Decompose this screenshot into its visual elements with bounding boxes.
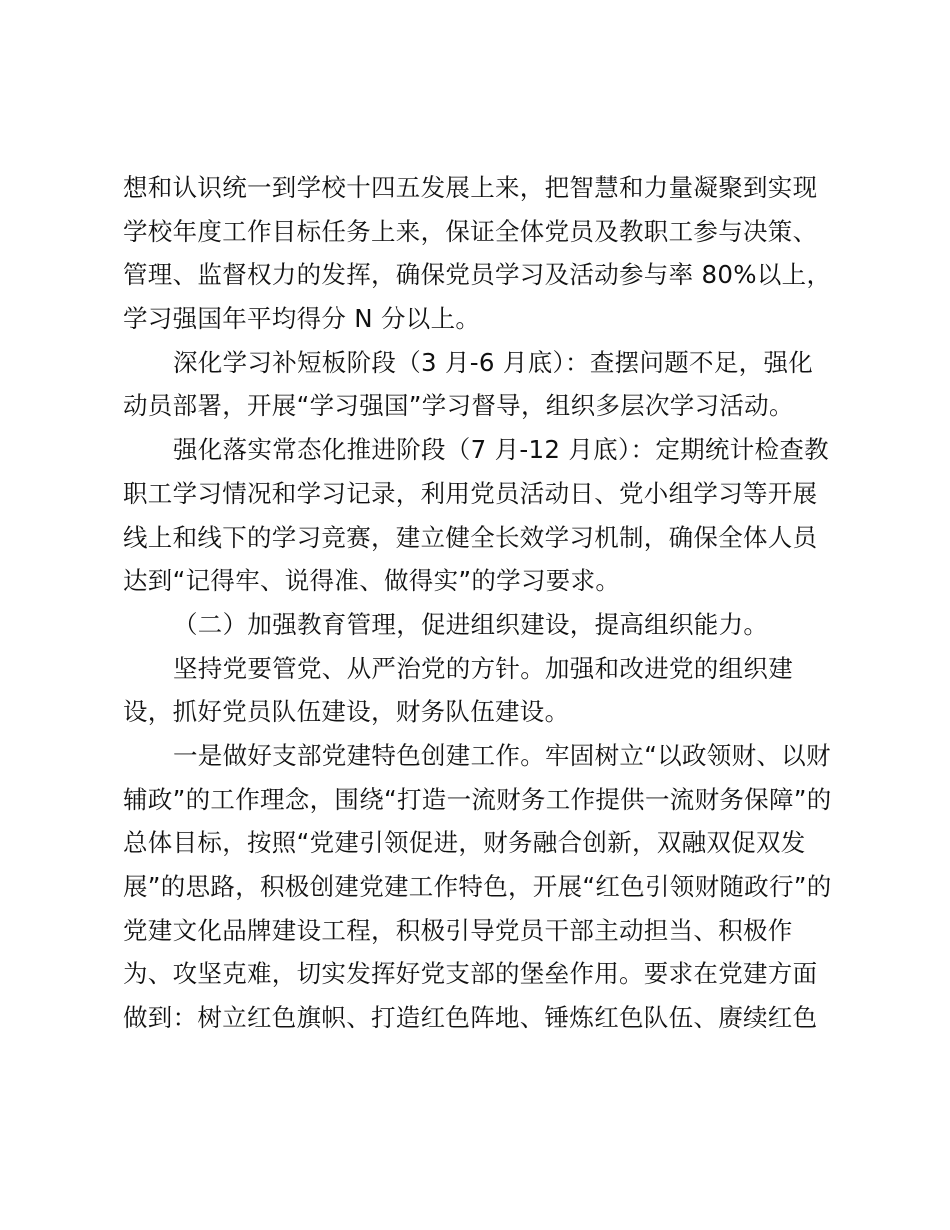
paragraph-first-line: 坚持党要管党、从严治党的方针。加强和改进党的组织建 [173,653,793,683]
text-line: 动员部署，开展“学习强国”学习督导，组织多层次学习活动。 [123,391,794,421]
text-line: 做到：树立红色旗帜、打造红色阵地、锤炼红色队伍、赓续红色 [123,1003,818,1033]
paragraph-first-line: 深化学习补短板阶段（3 月-6 月底）：查摆问题不足，强化 [173,347,814,377]
text-line: 为、攻坚克难，切实发挥好党支部的堡垒作用。要求在党建方面 [123,959,818,989]
text-line: 学校年度工作目标任务上来，保证全体党员及教职工参与决策、 [123,216,818,246]
document-body [123,166,843,1040]
text-line: 展”的思路，积极创建党建工作特色，开展“红色引领财随政行”的 [123,872,832,901]
text-line: 职工学习情况和学习记录，利用党员活动日、党小组学习等开展 [123,478,818,508]
text-line: 学习强国年平均得分 N 分以上。 [123,304,481,334]
text-line: 党建文化品牌建设工程，积极引导党员干部主动担当、积极作 [123,915,793,945]
text-line: 辅政”的工作理念，围绕“打造一流财务工作提供一流财务保障”的 [123,784,832,814]
paragraph-first-line: 一是做好支部党建特色创建工作。牢固树立“以政领财、以财 [173,740,831,770]
text-line: 管理、监督权力的发挥，确保党员学习及活动参与率 80%以上， [123,260,832,290]
paragraph-first-line: 强化落实常态化推进阶段（7 月-12 月底）：定期统计检查教 [173,435,829,465]
text-line: 总体目标，按照“党建引领促进，财务融合创新，双融双促双发 [123,828,806,858]
text-line: 设，抓好党员队伍建设，财务队伍建设。 [123,697,570,727]
text-line: 线上和线下的学习竞赛，建立健全长效学习机制，确保全体人员 [123,522,818,552]
section-heading: （二）加强教育管理，促进组织建设，提高组织能力。 [173,609,769,639]
text-line: 达到“记得牢、说得准、做得实”的学习要求。 [123,566,621,596]
text-line: 想和认识统一到学校十四五发展上来，把智慧和力量凝聚到实现 [123,173,818,202]
